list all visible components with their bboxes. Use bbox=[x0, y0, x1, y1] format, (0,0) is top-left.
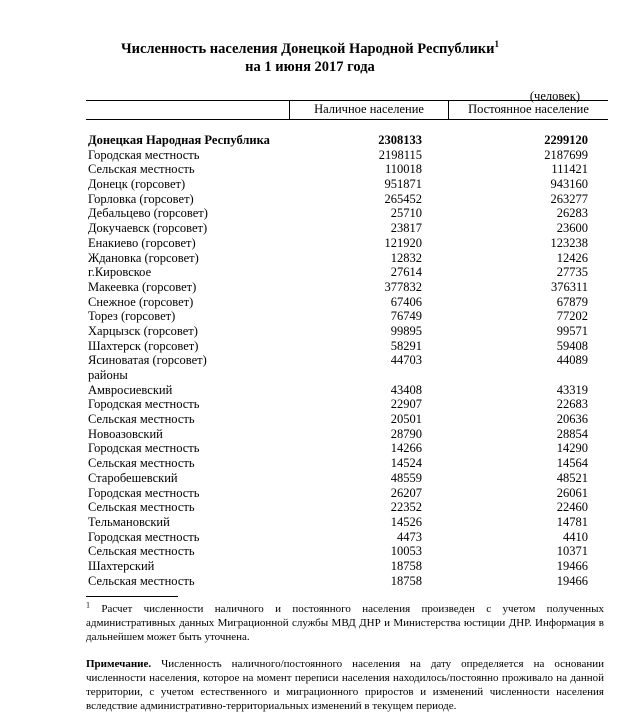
note-text: Численность наличного/постоянного населения на дату определяется на основании численности населения, которое на момент переписи населения находилось/постоянно проживало на данной территории, с учетом естественного и миграционного приростов и изменений численности населения вследствие административно-территориальных изменений в текущем периоде. bbox=[86, 658, 604, 712]
row-name: Сельская местность bbox=[88, 500, 195, 515]
present-population-value: 265452 bbox=[384, 191, 422, 206]
footnote-marker: 1 bbox=[86, 600, 90, 610]
present-population-value: 48559 bbox=[390, 470, 422, 485]
table-row bbox=[86, 456, 608, 471]
row-name: Горловка (горсовет) bbox=[88, 191, 194, 206]
present-population-value: 25710 bbox=[390, 206, 422, 221]
row-name: Торез (горсовет) bbox=[88, 309, 176, 324]
unit-label: (человек) bbox=[529, 89, 580, 103]
present-population-value: 20501 bbox=[390, 412, 422, 427]
present-population-value: 110018 bbox=[384, 162, 422, 177]
present-population-value: 4473 bbox=[397, 529, 422, 544]
present-population-value: 14266 bbox=[390, 441, 422, 456]
permanent-population-value: 27735 bbox=[556, 265, 588, 280]
row-name: Сельская местность bbox=[88, 162, 195, 177]
present-population-value: 18758 bbox=[390, 573, 422, 588]
table-row bbox=[86, 206, 608, 221]
row-name: Дебальцево (горсовет) bbox=[88, 206, 208, 221]
row-name: Харцызск (горсовет) bbox=[88, 323, 198, 338]
permanent-population-value: 44089 bbox=[556, 353, 588, 368]
title-line-2: на 1 июня 2017 года bbox=[245, 59, 375, 75]
permanent-population-value: 14781 bbox=[556, 514, 588, 529]
permanent-population-value: 22683 bbox=[556, 397, 588, 412]
present-population-value: 121920 bbox=[384, 235, 422, 250]
row-name: Городская местность bbox=[88, 441, 200, 456]
permanent-population-value: 4410 bbox=[563, 529, 588, 544]
permanent-population-value: 77202 bbox=[556, 309, 588, 324]
table-row bbox=[86, 441, 608, 456]
table-row bbox=[86, 280, 608, 295]
table-row bbox=[86, 353, 608, 368]
row-name: г.Кировское bbox=[88, 265, 152, 280]
present-population-value: 58291 bbox=[390, 338, 422, 353]
row-name: Сельская местность bbox=[88, 412, 195, 427]
row-name: Снежное (горсовет) bbox=[88, 294, 194, 309]
table-row bbox=[86, 412, 608, 427]
table-row bbox=[86, 515, 608, 530]
row-name: Макеевка (горсовет) bbox=[88, 279, 197, 294]
table-row bbox=[86, 236, 608, 251]
table-row bbox=[86, 544, 608, 559]
present-population-value: 23817 bbox=[390, 221, 422, 236]
permanent-population-value: 20636 bbox=[556, 412, 588, 427]
present-population-value: 951871 bbox=[384, 177, 422, 192]
table-row bbox=[86, 133, 608, 148]
table-row bbox=[86, 471, 608, 486]
row-name: Ждановка (горсовет) bbox=[88, 250, 199, 265]
document-title bbox=[0, 40, 620, 76]
population-table bbox=[86, 133, 608, 588]
present-population-value: 22352 bbox=[390, 500, 422, 515]
column-header-present: Наличное население bbox=[314, 102, 424, 116]
table-row bbox=[86, 574, 608, 589]
row-name: Докучаевск (горсовет) bbox=[88, 221, 208, 236]
row-name: Сельская местность bbox=[88, 544, 195, 559]
table-row bbox=[86, 148, 608, 163]
present-population-value: 28790 bbox=[390, 426, 422, 441]
present-population-value: 12832 bbox=[390, 250, 422, 265]
permanent-population-value: 22460 bbox=[556, 500, 588, 515]
present-population-value: 22907 bbox=[390, 397, 422, 412]
note bbox=[86, 657, 604, 713]
footnote bbox=[86, 602, 604, 644]
table-row bbox=[86, 383, 608, 398]
table-row bbox=[86, 397, 608, 412]
permanent-population-value: 23600 bbox=[556, 221, 588, 236]
title-text: Численность населения Донецкой Народной Республики bbox=[120, 41, 495, 57]
permanent-population-value: 123238 bbox=[550, 235, 588, 250]
table-row bbox=[86, 339, 608, 354]
permanent-population-value: 26061 bbox=[556, 485, 588, 500]
present-population-value: 10053 bbox=[390, 544, 422, 559]
table-row bbox=[86, 162, 608, 177]
permanent-population-value: 43319 bbox=[556, 382, 588, 397]
permanent-population-value: 943160 bbox=[550, 177, 588, 192]
present-population-value: 18758 bbox=[390, 558, 422, 573]
table-row bbox=[86, 309, 608, 324]
row-name: Новоазовский bbox=[88, 426, 163, 441]
present-population-value: 44703 bbox=[390, 353, 422, 368]
table-row bbox=[86, 530, 608, 545]
present-population-value: 26207 bbox=[390, 485, 422, 500]
table-row bbox=[86, 265, 608, 280]
permanent-population-value: 99571 bbox=[556, 323, 588, 338]
row-name: Сельская местность bbox=[88, 456, 195, 471]
table-row bbox=[86, 559, 608, 574]
row-name: Городская местность bbox=[88, 529, 200, 544]
row-name: Донецк (горсовет) bbox=[88, 177, 186, 192]
permanent-population-value: 67879 bbox=[556, 294, 588, 309]
row-name: Городская местность bbox=[88, 147, 200, 162]
row-name: Амвросиевский bbox=[88, 382, 173, 397]
permanent-population-value: 2299120 bbox=[544, 133, 588, 147]
present-population-value: 99895 bbox=[390, 323, 422, 338]
present-population-value: 27614 bbox=[390, 265, 422, 280]
table-row bbox=[86, 427, 608, 442]
row-name: районы bbox=[88, 368, 128, 382]
present-population-value: 2308133 bbox=[378, 133, 422, 147]
permanent-population-value: 14290 bbox=[556, 441, 588, 456]
permanent-population-value: 19466 bbox=[556, 573, 588, 588]
present-population-value: 14526 bbox=[390, 514, 422, 529]
permanent-population-value: 2187699 bbox=[544, 147, 588, 162]
permanent-population-value: 19466 bbox=[556, 558, 588, 573]
permanent-population-value: 10371 bbox=[556, 544, 588, 559]
row-name: Сельская местность bbox=[88, 573, 195, 588]
present-population-value: 2198115 bbox=[378, 147, 422, 162]
permanent-population-value: 14564 bbox=[556, 456, 588, 471]
permanent-population-value: 48521 bbox=[556, 470, 588, 485]
present-population-value: 67406 bbox=[390, 294, 422, 309]
permanent-population-value: 111421 bbox=[551, 162, 588, 177]
title-line-1 bbox=[0, 40, 620, 58]
row-name: Шахтерский bbox=[88, 558, 155, 573]
footnote-separator bbox=[86, 596, 178, 597]
table-row bbox=[86, 192, 608, 207]
table-row bbox=[86, 368, 608, 383]
table-row bbox=[86, 500, 608, 515]
row-name: Ясиноватая (горсовет) bbox=[88, 353, 207, 368]
row-name: Енакиево (горсовет) bbox=[88, 235, 196, 250]
permanent-population-value: 263277 bbox=[550, 191, 588, 206]
table-header bbox=[86, 100, 608, 120]
row-name: Шахтерск (горсовет) bbox=[88, 338, 199, 353]
row-name: Донецкая Народная Республика bbox=[88, 133, 270, 147]
present-population-value: 76749 bbox=[390, 309, 422, 324]
table-row bbox=[86, 486, 608, 501]
present-population-value: 14524 bbox=[390, 456, 422, 471]
permanent-population-value: 12426 bbox=[556, 250, 588, 265]
permanent-population-value: 376311 bbox=[550, 279, 588, 294]
row-name: Городская местность bbox=[88, 397, 200, 412]
permanent-population-value: 26283 bbox=[556, 206, 588, 221]
table-row bbox=[86, 251, 608, 266]
note-label: Примечание. bbox=[86, 658, 152, 670]
column-header-permanent: Постоянное население bbox=[468, 102, 589, 116]
row-name: Старобешевский bbox=[88, 470, 178, 485]
table-row bbox=[86, 295, 608, 310]
table-row bbox=[86, 177, 608, 192]
permanent-population-value: 28854 bbox=[556, 426, 588, 441]
table-row bbox=[86, 324, 608, 339]
title-footnote-marker: 1 bbox=[494, 39, 500, 50]
present-population-value: 377832 bbox=[384, 279, 422, 294]
footnote-text: Расчет численности наличного и постоянного населения произведен с учетом полученных административных данных Миграционной службы МВД ДНР и Министерства юстиции ДНР. Информация в дальнейшем может быть уточнена. bbox=[86, 603, 604, 643]
permanent-population-value: 59408 bbox=[556, 338, 588, 353]
present-population-value: 43408 bbox=[390, 382, 422, 397]
row-name: Тельмановский bbox=[88, 514, 170, 529]
row-name: Городская местность bbox=[88, 485, 200, 500]
table-row bbox=[86, 221, 608, 236]
